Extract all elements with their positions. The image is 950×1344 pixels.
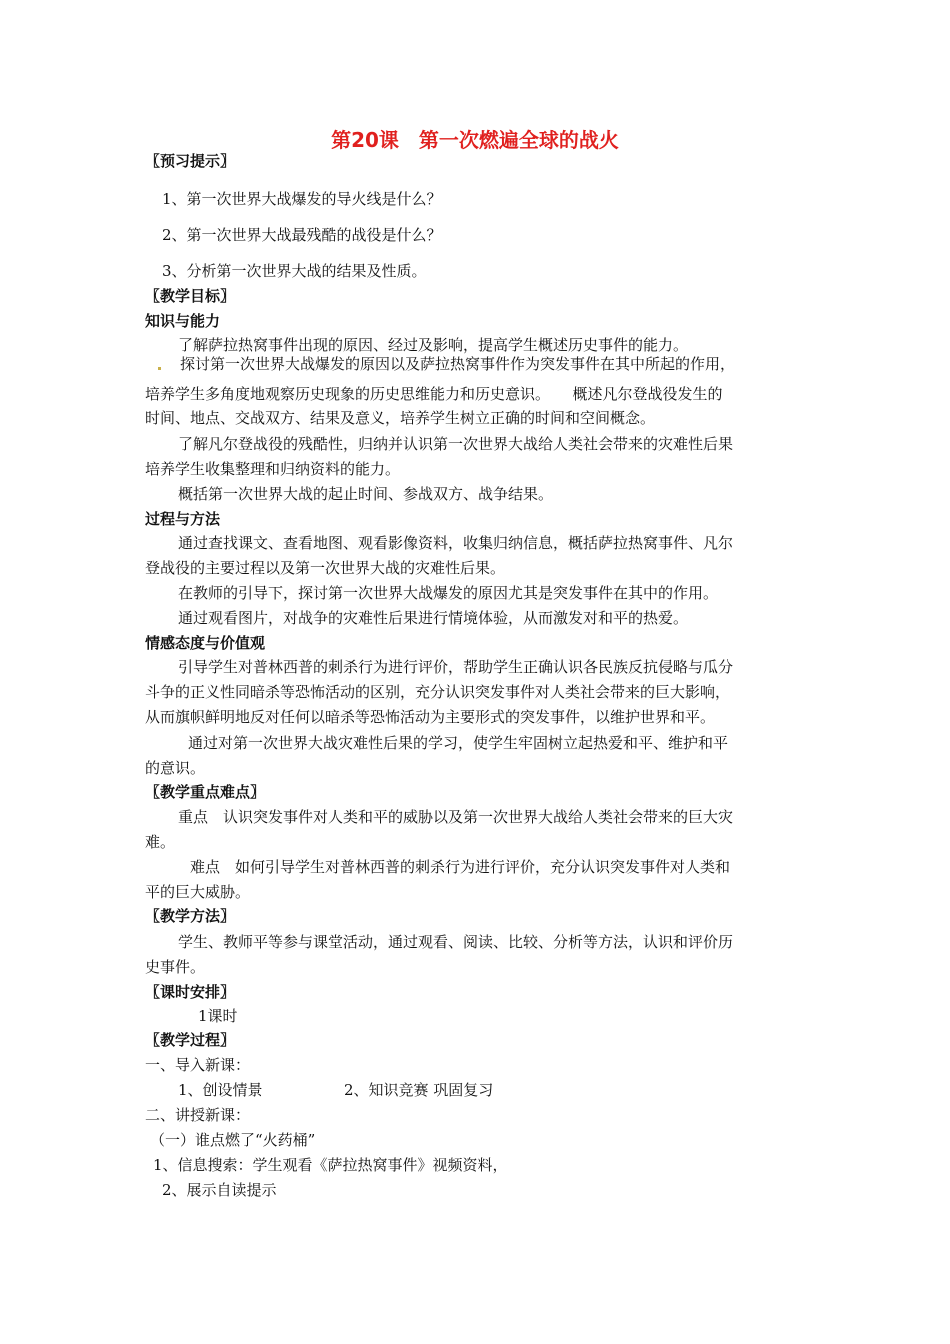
emotion-line-3: 从而旗帜鲜明地反对任何以暗杀等恐怖活动为主要形式的突发事件，以维护世界和平。 — [145, 708, 716, 726]
procedure-step-1a: 1、创设情景 — [178, 1081, 263, 1099]
procedure-step-2: 二、讲授新课： — [145, 1106, 251, 1124]
procedure-step-1: 一、导入新课： — [145, 1056, 251, 1074]
procedure-step-1b: 2、知识竞赛 巩固复习 — [344, 1081, 494, 1099]
emotion-heading: 情感态度与价值观 — [145, 634, 266, 652]
knowledge-line-4: 时间、地点、交战双方、结果及意义，培养学生树立正确的时间和空间概念。 — [145, 409, 656, 427]
knowledge-line-6: 培养学生收集整理和归纳资料的能力。 — [145, 460, 401, 478]
keypoints-line-1: 重点 认识突发事件对人类和平的威胁以及第一次世界大战给人类社会带来的巨大灾 — [178, 808, 734, 826]
keypoints-heading: 〖教学重点难点〗 — [145, 783, 266, 801]
process-heading: 过程与方法 — [145, 510, 221, 528]
emotion-line-1: 引导学生对普林西普的刺杀行为进行评价，帮助学生正确认识各民族反抗侵略与瓜分 — [178, 658, 734, 676]
keypoints-line-4: 平的巨大威胁。 — [145, 883, 251, 901]
lesson-title: 第20课 第一次燃遍全球的战火 — [331, 128, 619, 152]
preview-question-1: 1、第一次世界大战爆发的导火线是什么？ — [162, 190, 442, 208]
keypoints-line-2: 难。 — [145, 833, 176, 851]
preview-question-2: 2、第一次世界大战最残酷的战役是什么？ — [162, 226, 442, 244]
knowledge-line-7: 概括第一次世界大战的起止时间、参战双方、战争结果。 — [178, 485, 554, 503]
knowledge-line-2: 探讨第一次世界大战爆发的原因以及萨拉热窝事件作为突发事件在其中所起的作用， — [180, 355, 736, 373]
knowledge-line-3: 培养学生多角度地观察历史现象的历史思维能力和历史意识。 概述凡尔登战役发生的 — [145, 385, 723, 403]
procedure-step-2b: 1、信息搜索：学生观看《萨拉热窝事件》视频资料， — [153, 1156, 508, 1174]
stray-mark — [158, 367, 161, 370]
process-line-1: 通过查找课文、查看地图、观看影像资料，收集归纳信息，概括萨拉热窝事件、凡尔 — [178, 534, 734, 552]
method-line-1: 学生、教师平等参与课堂活动，通过观看、阅读、比较、分析等方法，认识和评价历 — [178, 933, 734, 951]
preview-heading: 〖预习提示〗 — [145, 152, 236, 170]
keypoints-line-3: 难点 如何引导学生对普林西普的刺杀行为进行评价，充分认识突发事件对人类和 — [190, 858, 731, 876]
preview-question-3: 3、分析第一次世界大战的结果及性质。 — [162, 262, 427, 280]
schedule-line-1: 1课时 — [198, 1007, 238, 1025]
schedule-heading: 〖课时安排〗 — [145, 983, 236, 1001]
procedure-step-2c: 2、展示自读提示 — [162, 1181, 277, 1199]
process-line-2: 登战役的主要过程以及第一次世界大战的灾难性后果。 — [145, 559, 506, 577]
knowledge-line-1: 了解萨拉热窝事件出现的原因、经过及影响，提高学生概述历史事件的能力。 — [178, 336, 689, 354]
procedure-step-2a: （一）谁点燃了“火药桶” — [150, 1131, 316, 1149]
knowledge-heading: 知识与能力 — [145, 312, 221, 330]
procedure-heading: 〖教学过程〗 — [145, 1031, 236, 1049]
knowledge-line-5: 了解凡尔登战役的残酷性，归纳并认识第一次世界大战给人类社会带来的灾难性后果 — [178, 435, 734, 453]
goals-heading: 〖教学目标〗 — [145, 287, 236, 305]
method-heading: 〖教学方法〗 — [145, 907, 236, 925]
emotion-line-5: 的意识。 — [145, 759, 206, 777]
method-line-2: 史事件。 — [145, 958, 206, 976]
process-line-3: 在教师的引导下，探讨第一次世界大战爆发的原因尤其是突发事件在其中的作用。 — [178, 584, 719, 602]
emotion-line-4: 通过对第一次世界大战灾难性后果的学习，使学生牢固树立起热爱和平、维护和平 — [188, 734, 729, 752]
process-line-4: 通过观看图片，对战争的灾难性后果进行情境体验，从而激发对和平的热爱。 — [178, 609, 689, 627]
emotion-line-2: 斗争的正义性同暗杀等恐怖活动的区别，充分认识突发事件对人类社会带来的巨大影响， — [145, 683, 731, 701]
